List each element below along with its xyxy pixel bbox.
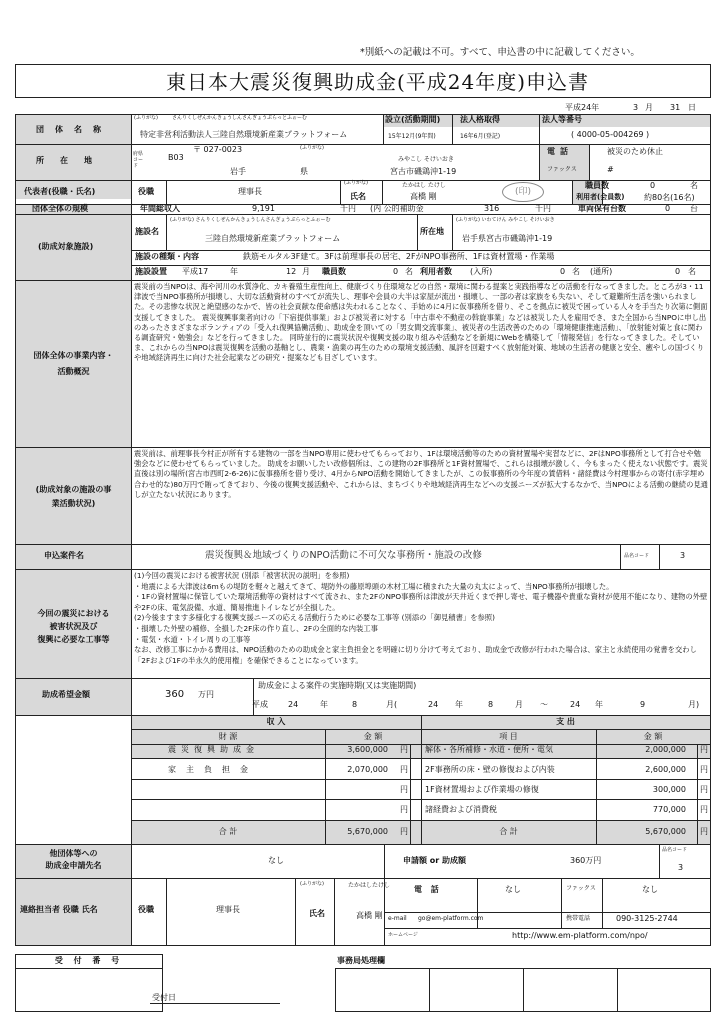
to-month-unit: 月)	[688, 700, 700, 709]
facility-status-text: 震災前は、前理事長今村正が所有する建物の一部を当NPO専用に使わせてもらっており、1Fは環境活動等のための資材置場や実習などに、2FはNPO事務所として打合せや勉強会などに使わせてもらっていました。 助成をお願いしたい改修個所は、この建物の2F事務所と1F資材置場で、これらは損壊が激しく、今もまったく使えない状態です。震災直後は別の場所(宮古市西町2-6-26)に仮事務所を借り受け、4月からNPO活動を開始してきましたが、この仮事務所の今年度の賃借料・諸経費は今村理事からの寄付(赤字埋め合わせ的な)80万円で賄ってきており、今後の復興支援活動や、これからは、まちづくりや地域経済再生などへの支援ニーズが拡大するなかで、当NPOによる活動の継続の見通しが立たない状況にあります。	[134, 449, 708, 499]
income-row-2-name: 家主負担金	[168, 765, 258, 774]
facility-name: 三陸自然環境新産業プラットフォーム	[205, 234, 341, 243]
income-value: 9,191	[252, 204, 275, 213]
income-label: 年間総収入	[140, 204, 180, 213]
facility-est-month: 12	[286, 267, 297, 276]
incorp-value: 16年6月(登記)	[460, 133, 501, 140]
damage-label-3: 復興に必要な工事等	[37, 635, 110, 644]
public-value: 316	[484, 204, 500, 213]
public-unit: 千円	[535, 204, 551, 213]
fax-label: ファックス	[547, 166, 577, 173]
period-label: 助成金による案件の実施時期(又は実施期間)	[258, 681, 417, 690]
income-row-2-amount: 2,070,000	[347, 765, 388, 774]
case-label: 申込案件名	[44, 551, 84, 560]
to-month: 9	[640, 700, 646, 709]
income-header: 収 入	[266, 717, 286, 726]
contact-tel-label: 電 話	[414, 885, 442, 894]
contact-name: 高橋 剛	[356, 911, 383, 920]
facility-furigana: (ふりがな) さんりくしぜんかんきょうしんさんぎょうぷらっとふぉーむ	[170, 217, 331, 223]
income-amount-label: 金 額	[363, 732, 383, 741]
activity-label-1: 団体全体の事業内容・	[33, 351, 114, 360]
facility-est-month-unit: 月	[302, 267, 310, 276]
pref-name: 岩手	[230, 167, 246, 176]
users-out-value: 0	[675, 267, 681, 276]
page-title: 東日本大震災復興助成金(平成24年度)申込書	[166, 70, 590, 94]
email-label: e-mail	[388, 915, 407, 922]
users-out-unit: 名	[688, 267, 696, 276]
facility-staff-label: 職員数	[322, 267, 346, 276]
corp-no-label: 法人等番号	[542, 115, 582, 124]
vehicles-label: 車両保有台数	[578, 204, 626, 213]
mobile-value: 090-3125-2744	[616, 914, 678, 923]
case-code: 3	[680, 551, 686, 560]
corp-no-value: ( 4000-05-004269 )	[571, 130, 650, 139]
address-furigana-note: (ふりがな)	[300, 145, 324, 151]
staff-label: 職員数	[585, 181, 609, 190]
item-label: 項 目	[499, 732, 518, 741]
damage-label-2: 被害状況及び	[49, 622, 98, 631]
contact-furigana: たかはしたけし	[348, 882, 391, 889]
contact-role: 理事長	[216, 905, 240, 914]
expense-row-1-name: 解体・各所補修・水道・便所・電気	[425, 745, 553, 754]
amount-label: 助成希望金額	[42, 690, 90, 699]
rep-name-label: 氏名	[350, 192, 366, 201]
rep-name: 高橋 剛	[410, 192, 437, 201]
facility-status-label-2: 業活動状況)	[51, 499, 96, 508]
expense-row-4-yen: 円	[700, 805, 708, 814]
from-year-unit: 年	[455, 700, 463, 709]
users-in-unit: 名	[572, 267, 580, 276]
seal-mark: (印)	[502, 182, 544, 202]
period-tilde: 〜	[540, 700, 548, 709]
pref-code: B03	[168, 153, 184, 162]
contact-fax: なし	[642, 885, 658, 894]
date-month-unit: 月	[645, 103, 653, 112]
from-month-unit: 月	[515, 700, 523, 709]
income-row-1-yen: 円	[400, 745, 408, 754]
facility-name-label: 施設名	[135, 227, 159, 236]
period-month: 8	[352, 700, 358, 709]
homepage-link[interactable]: http://www.em-platform.com/npo/	[512, 931, 648, 940]
public-label: (内 公的補助金	[370, 204, 424, 213]
expense-amount-label: 金 額	[643, 732, 663, 741]
to-year: 24	[570, 700, 581, 709]
contact-role-label: 役職	[138, 905, 154, 914]
expense-row-3-yen: 円	[700, 785, 708, 794]
staff-unit: 名	[690, 181, 698, 190]
facility-loc: 岩手県宮古市磯鶏沖1-19	[462, 234, 553, 243]
mobile-label: 携帯電話	[566, 915, 591, 922]
top-note: *別紙への記載は不可。すべて、申込書の中に記載してください。	[360, 47, 640, 58]
date-day: 31	[670, 103, 681, 112]
damage-label-1: 今回の震災における	[37, 609, 110, 618]
facility-loc-label: 所在地	[420, 227, 444, 236]
fax-value: #	[607, 165, 614, 174]
expense-row-2-amount: 2,600,000	[645, 765, 686, 774]
period-year-unit: 年	[320, 700, 328, 709]
org-furigana: さんりくしぜんかんきょうしんさんぎょうぷらっとふぉーむ	[172, 115, 308, 121]
other-code: 3	[678, 863, 684, 872]
users-in-label: (入所)	[470, 267, 493, 276]
facility-loc-furigana: (ふりがな) いわてけん みやこし そけいおき	[456, 217, 555, 223]
facility-staff: 0	[393, 267, 399, 276]
income-unit: 千円	[340, 204, 356, 213]
tel-label: 電話	[547, 147, 573, 156]
period-month-unit: 月(	[386, 700, 398, 709]
postal-code: 〒 027-0023	[193, 145, 243, 154]
contact-tel: なし	[505, 885, 521, 894]
address-label: 所在地	[36, 156, 108, 165]
tel-value: 被災のため休止	[607, 147, 663, 156]
income-row-1-amount: 3,600,000	[347, 745, 388, 754]
vehicles-unit: 台	[690, 204, 698, 213]
facility-type: 鉄筋モルタル3F建て。3Fは前理事長の居宅、2FがNPO事務所、1Fは資材置場・作業場	[243, 252, 555, 261]
incorp-label: 法人格取得	[460, 115, 500, 124]
staff-value: 0	[650, 181, 656, 190]
expense-row-3-amount: 300,000	[652, 785, 686, 794]
expense-row-2-name: 2F事務所の床・壁の修復および内装	[425, 765, 555, 774]
expense-row-4-name: 諸経費および消費税	[425, 805, 497, 814]
income-row-3-yen: 円	[400, 785, 408, 794]
contact-label: 連絡担当者 役職 氏名	[20, 905, 98, 914]
other-amount-label: 申請額 or 助成額	[403, 856, 467, 865]
facility-section-label: (助成対象施設)	[38, 242, 94, 251]
users-in-value: 0	[560, 267, 566, 276]
contact-furigana-note: (ふりがな)	[300, 881, 324, 887]
rep-label: 代表者(役職・氏名)	[24, 187, 96, 196]
period-era: 平成	[252, 700, 268, 709]
street-address: 宮古市磯鶏沖1-19	[390, 167, 457, 176]
case-name: 震災復興＆地域づくりのNPO活動に不可欠な事務所・施設の改修	[205, 550, 482, 561]
contact-fax-label: ファックス	[566, 885, 596, 892]
expense-row-4-amount: 770,000	[652, 805, 686, 814]
facility-type-label: 施設の種類・内容	[135, 252, 199, 261]
expense-total: 5,670,000	[645, 827, 686, 836]
other-amount: 360万円	[570, 856, 602, 865]
title-box	[15, 64, 711, 98]
to-year-unit: 年	[595, 700, 603, 709]
other-code-label: 品名コード	[662, 847, 688, 853]
email-value[interactable]: go@em-platform.com	[418, 915, 484, 922]
other-value: なし	[268, 856, 284, 865]
rep-furigana: たかはし たけし	[402, 182, 446, 189]
founded-label: 設立(活動期間)	[385, 115, 441, 124]
pref-suffix: 県	[300, 167, 308, 176]
vehicles-value: 0	[665, 204, 671, 213]
facility-est-label: 施設設置	[135, 267, 167, 276]
receipt-no-label: 受 付 番 号	[54, 956, 124, 965]
income-row-2-yen: 円	[400, 765, 408, 774]
income-row-1-name: 震災復興助成金	[168, 745, 259, 754]
from-month: 8	[488, 700, 494, 709]
address-furigana: みやこし そけいおき	[398, 156, 454, 163]
founded-value: 15年12月(9年間)	[388, 133, 436, 140]
from-year: 24	[428, 700, 439, 709]
users-out-label: (通所)	[590, 267, 613, 276]
other-label-1: 他団体等への	[49, 849, 98, 858]
income-total-label: 合 計	[218, 827, 238, 836]
facility-users-label: 利用者数	[420, 267, 452, 276]
homepage-label: ホームページ	[388, 932, 418, 938]
date-month: 3	[633, 103, 639, 112]
case-code-label: 品名コード	[624, 553, 650, 559]
income-total: 5,670,000	[347, 827, 388, 836]
scale-label: 団体全体の規模	[32, 204, 88, 213]
org-name-label: 団体名称	[36, 125, 112, 134]
facility-staff-unit: 名	[405, 267, 413, 276]
pref-code-label: 府県コード	[133, 151, 144, 169]
org-name: 特定非営利活動法人三陸自然環境新産業プラットフォーム	[140, 130, 348, 139]
org-furigana-note: (ふりがな)	[134, 115, 158, 121]
contact-name-label: 氏名	[309, 909, 325, 918]
expense-total-yen: 円	[700, 827, 708, 836]
expense-header: 支 出	[556, 717, 575, 726]
members-value: 約80名(16名)	[644, 193, 695, 202]
expense-row-2-yen: 円	[700, 765, 708, 774]
activity-label-2: 活動概況	[57, 367, 90, 376]
facility-est-year-unit: 年	[230, 267, 238, 276]
date-era: 平成24年	[565, 103, 600, 112]
rep-furigana-note: (ふりがな)	[344, 180, 368, 186]
facility-est-era: 平成17	[182, 267, 209, 276]
processing-label: 事務局処理欄	[337, 956, 385, 965]
activity-text: 震災前の当NPOは、海や河川の水質浄化、カキ養殖生産性向上、健康づくり住環境などの自然・環境に関わる提案と実践指導などの活動を行なってきました。ところが3・11津波で当NPO事務所が損壊し、大切な活動資材のすべてが流失し、理事や会員の大半は家屋が流出・損壊し、一部の者は家族をも失ない、そして避難所生活を強いられました。その悲惨な状況と絶望感のなかで、皆の社会貢献な使命感は失われることなく、手始めに4月に仮事務所を借り、そこを拠点に被災で困っている人々を手当たり次第に側面支援してきました。 震災復興事業者向けの「下宿提供事業」および被災者に対する「中古車や不動産の斡旋事業」などは被災した人を雇用でき、また全国から当NPOに申し出のあったさまざまなボランティアの「受入れ復興協働活動」、助成金を頂いての「男女間交流事業」、被災者の生活改善のための「環境健康推進活動」、「放射能対策と食に関わる調査研究・勉強会」などを行ってきました。 同時並行的に震災状況や復興支援の取り組みや活動などを新規にWebを構築して「情報発信」を行なってきました。そしていま、これからの当NPOは震災復興を活動の基軸とし、農業・漁業の再生のための環境支援活動、風評を回避すべく放射能対策、地域の生活者の健康と安全、癒やしの国づくりや地域経済再生に向けた社会起業などの研究・提案なども目ざしています。	[134, 282, 708, 363]
expense-row-3-name: 1F資材置場および作業場の修復	[425, 785, 539, 794]
date-day-unit: 日	[688, 103, 696, 112]
income-total-yen: 円	[400, 827, 408, 836]
income-row-4-yen: 円	[400, 805, 408, 814]
other-label-2: 助成金申請先名	[45, 861, 102, 870]
period-year: 24	[288, 700, 299, 709]
facility-status-label-1: (助成対象の施設の事	[35, 485, 112, 494]
rep-role-label: 役職	[138, 187, 154, 196]
source-label: 財 源	[218, 732, 238, 741]
expense-row-1-yen: 円	[700, 745, 708, 754]
members-label: 利用者(会員数)	[576, 193, 625, 201]
expense-total-label: 合 計	[499, 827, 518, 836]
amount-unit: 万円	[198, 690, 214, 699]
rep-role: 理事長	[238, 187, 262, 196]
amount-value: 360	[165, 689, 185, 700]
damage-text: (1)今回の震災における被害状況 (別添「被害状況の説明」を参照) ・地震による大津波は6mもの堤防を軽々と越えてきて、堤防外の藤原埠頭の木材工場に積まれた大量の丸太によって、当NPO事務所が損壊した。 ・1Fの資材置場に保管していた環境活動等の資材はすべて流され、また2FのNPO事務所は津波が天井近くまで押し寄せ、電子機器や貴重な資材が使用不能になり、建物の外壁や2Fの床、電気設備、水道、簡易推進トイレなどが全損した。 (2)今後ますます多様化する復興支援ニーズの応える活動行うために必要な工事等 (別添の「御見積書」を参照) ・損壊した外壁の補修、全損した2F床の作り直し、2Fの全面的な内装工事 ・電気・水道・トイレ周りの工事等 なお、改修工事にかかる費用は、NPO活動のための助成金と家主負担金とを明確に切り分けて考えており、助成金で改修が行われた場合は、家主と永続使用の覚書を交わし「2Fおよび1Fの半永久的使用権」を確保できることになっています。	[134, 571, 708, 665]
expense-row-1-amount: 2,000,000	[645, 745, 686, 754]
receipt-date-label: 受付日	[152, 993, 176, 1002]
